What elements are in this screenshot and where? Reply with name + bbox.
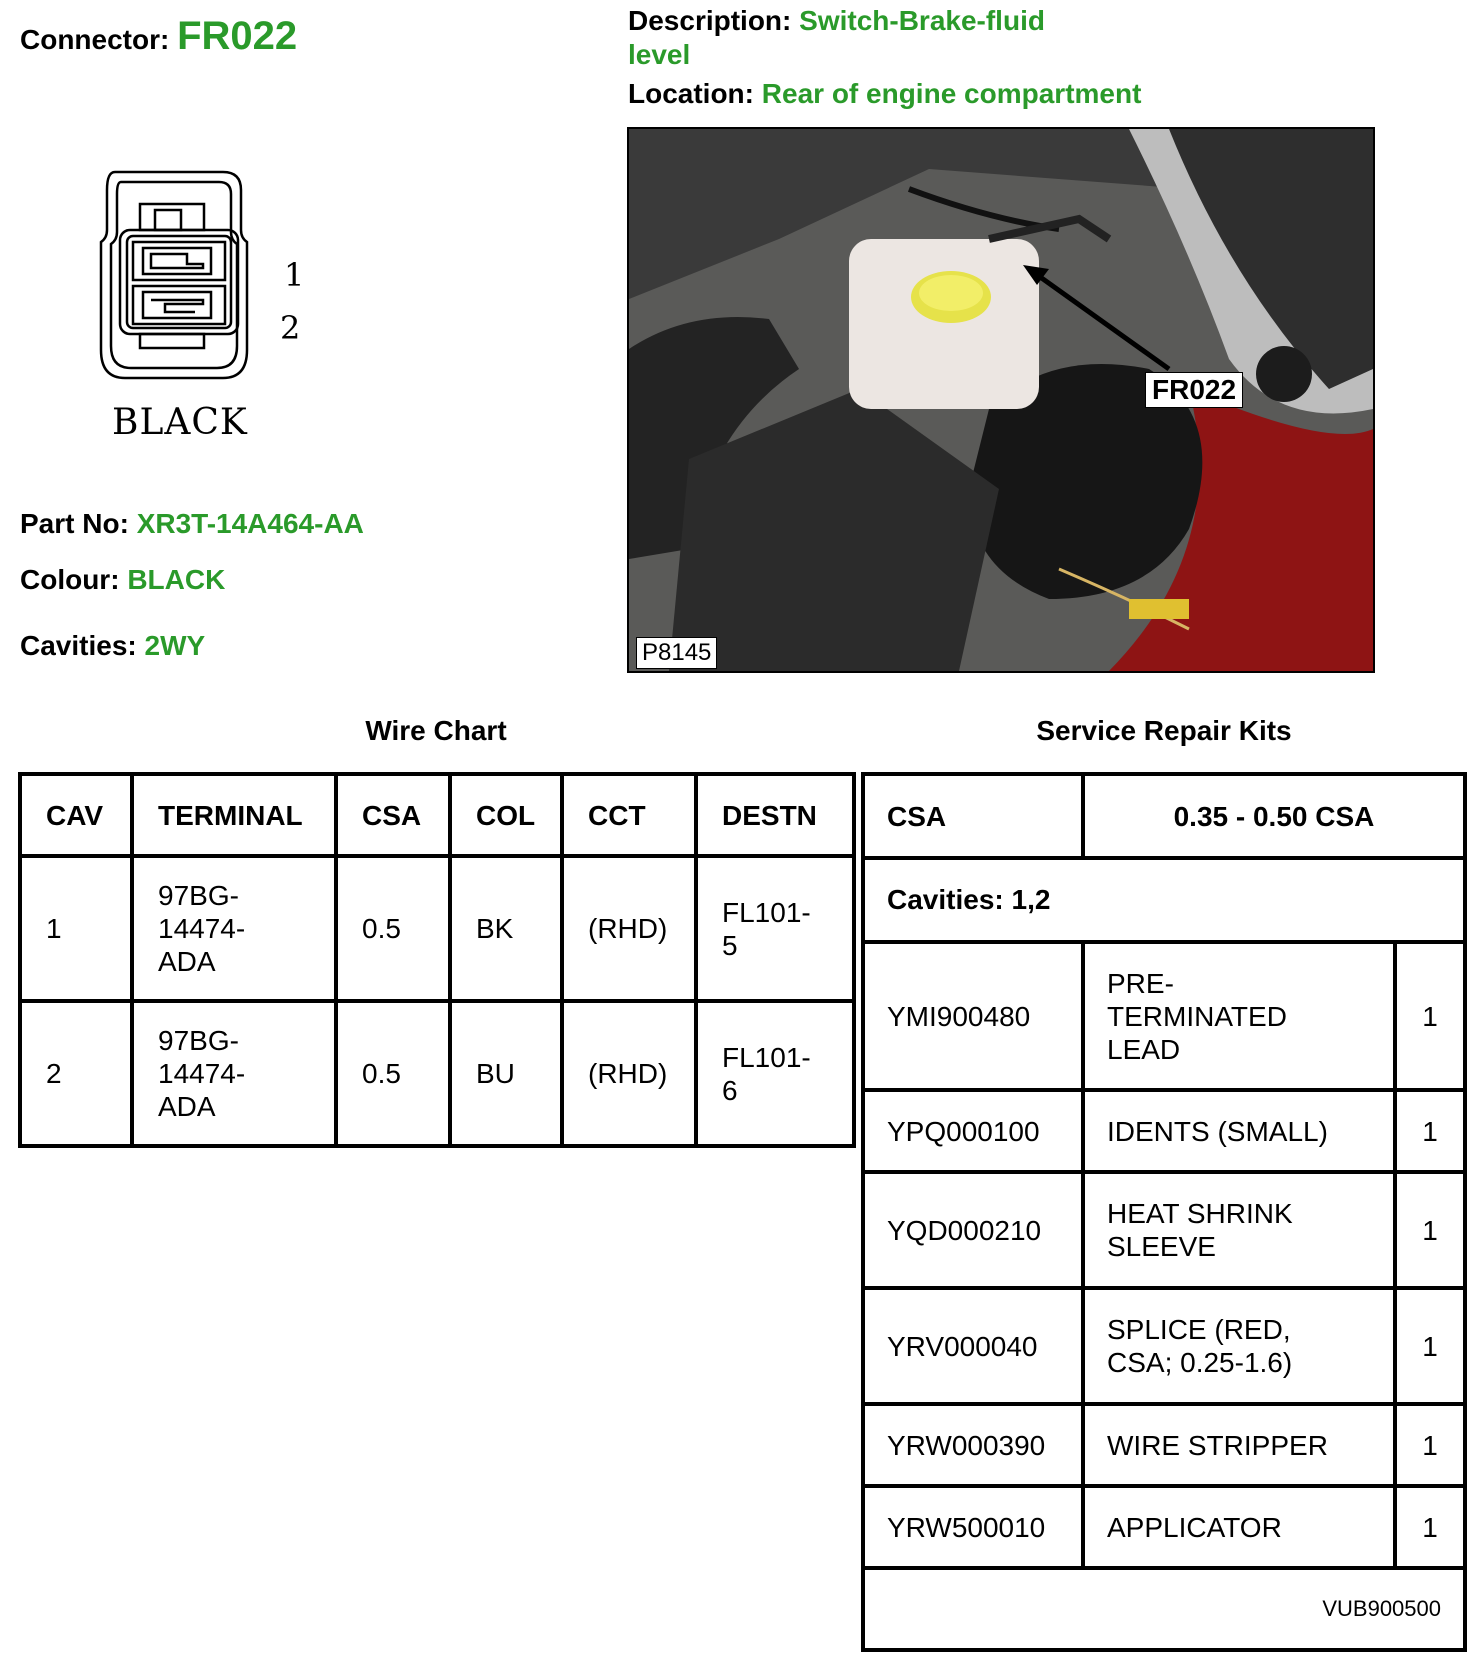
wire-chart-header-row <box>20 774 854 856</box>
colour <box>20 564 225 596</box>
kit-part-number: YRW000390 <box>865 1406 1085 1484</box>
diagram-colour-label: BLACK <box>112 402 248 443</box>
table-row <box>20 856 854 1001</box>
part-number-label: Part No: <box>20 508 129 539</box>
pin-number-1: 1 <box>284 256 305 294</box>
kit-row <box>865 1488 1463 1570</box>
connector-label: Connector: <box>20 24 170 55</box>
wire-chart-title: Wire Chart <box>365 715 507 746</box>
header-destn: DESTN <box>696 774 854 856</box>
engine-compartment-photo <box>629 129 1373 671</box>
kit-row <box>865 944 1463 1092</box>
kits-header-csa: CSA <box>865 776 1085 856</box>
header-col: COL <box>450 774 562 856</box>
photo-callout-label: FR022 <box>1145 372 1243 408</box>
header-cct: CCT <box>562 774 696 856</box>
kit-description <box>1085 1174 1397 1286</box>
part-number-value: XR3T-14A464-AA <box>136 508 364 539</box>
kit-description-line: SPLICE (RED, <box>1107 1314 1291 1345</box>
service-kits-title: Service Repair Kits <box>1036 715 1292 746</box>
part-number <box>20 508 364 540</box>
cell-destn <box>696 856 854 1001</box>
header-cav: CAV <box>20 774 132 856</box>
kit-description <box>1085 944 1397 1088</box>
wire-chart-table <box>18 772 856 1148</box>
cavities-value: 2WY <box>144 630 206 661</box>
kit-description: APPLICATOR <box>1085 1488 1397 1566</box>
kit-part-number: YRV000040 <box>865 1290 1085 1402</box>
kit-description <box>1085 1290 1397 1402</box>
kit-quantity: 1 <box>1422 1511 1438 1543</box>
kit-description-line: CSA; 0.25-1.6) <box>1107 1347 1293 1378</box>
kit-quantity: 1 <box>1422 1214 1438 1246</box>
cell-csa: 0.5 <box>336 856 450 1001</box>
kit-row <box>865 1290 1463 1406</box>
colour-label: Colour: <box>20 564 120 595</box>
cell-cav: 1 <box>20 856 132 1001</box>
cell-terminal <box>132 856 336 1001</box>
terminal-line: 14474- <box>158 1058 246 1089</box>
kit-part-number: YMI900480 <box>865 944 1085 1088</box>
kit-part-number: YQD000210 <box>865 1174 1085 1286</box>
cell-cct: (RHD) <box>562 1001 696 1146</box>
terminal-line: 97BG- <box>158 880 239 911</box>
pin-number-2: 2 <box>280 309 301 347</box>
location-value: Rear of engine compartment <box>761 78 1142 109</box>
cell-terminal <box>132 1001 336 1146</box>
cell-cav: 2 <box>20 1001 132 1146</box>
kits-footer-reference: VUB900500 <box>1322 1596 1441 1621</box>
description-value-line2: level <box>628 39 691 70</box>
header-terminal: TERMINAL <box>132 774 336 856</box>
terminal-line: 97BG- <box>158 1025 239 1056</box>
terminal-line: 14474- <box>158 913 246 944</box>
photo-reference: P8145 <box>636 637 717 669</box>
destn-line: FL101- <box>722 1041 811 1073</box>
kit-row <box>865 1406 1463 1488</box>
header-csa: CSA <box>336 774 450 856</box>
table-row <box>20 1001 854 1146</box>
kit-description-line: SLEEVE <box>1107 1231 1216 1262</box>
kits-cavities-row: Cavities: 1,2 <box>865 860 1463 944</box>
kit-description-line: HEAT SHRINK <box>1107 1198 1293 1229</box>
location-photo <box>627 127 1375 673</box>
cell-destn <box>696 1001 854 1146</box>
description-label: Description: <box>628 5 792 36</box>
location <box>628 78 1141 110</box>
kit-row <box>865 1174 1463 1290</box>
kit-description-line: PRE- <box>1107 967 1174 999</box>
connector-id: FR022 <box>177 14 298 58</box>
terminal-line: ADA <box>158 946 216 977</box>
kit-description-line: TERMINATED <box>1107 1000 1287 1032</box>
destn-line: 6 <box>722 1074 738 1106</box>
colour-value: BLACK <box>127 564 226 595</box>
destn-line: FL101- <box>722 896 811 928</box>
kit-quantity: 1 <box>1422 1115 1438 1147</box>
cell-cct: (RHD) <box>562 856 696 1001</box>
kit-description-line: LEAD <box>1107 1033 1181 1065</box>
cell-col: BU <box>450 1001 562 1146</box>
kit-row <box>865 1092 1463 1174</box>
kit-part-number: YRW500010 <box>865 1488 1085 1566</box>
description-value-line1: Switch-Brake-fluid <box>799 5 1045 36</box>
kit-quantity: 1 <box>1422 1000 1438 1032</box>
kit-description: IDENTS (SMALL) <box>1085 1092 1397 1170</box>
kit-part-number: YPQ000100 <box>865 1092 1085 1170</box>
cavities-label: Cavities: <box>20 630 137 661</box>
destn-line: 5 <box>722 929 738 961</box>
kit-quantity: 1 <box>1422 1429 1438 1461</box>
cell-csa: 0.5 <box>336 1001 450 1146</box>
location-label: Location: <box>628 78 754 109</box>
kit-description: WIRE STRIPPER <box>1085 1406 1397 1484</box>
kits-header-range: 0.35 - 0.50 CSA <box>1173 800 1375 832</box>
kits-header-row <box>865 776 1463 860</box>
kit-quantity: 1 <box>1422 1330 1438 1362</box>
description <box>628 4 1098 72</box>
terminal-line: ADA <box>158 1091 216 1122</box>
connector-heading <box>20 14 297 59</box>
cavities <box>20 630 205 662</box>
cell-col: BK <box>450 856 562 1001</box>
service-kits-table <box>861 772 1467 1652</box>
